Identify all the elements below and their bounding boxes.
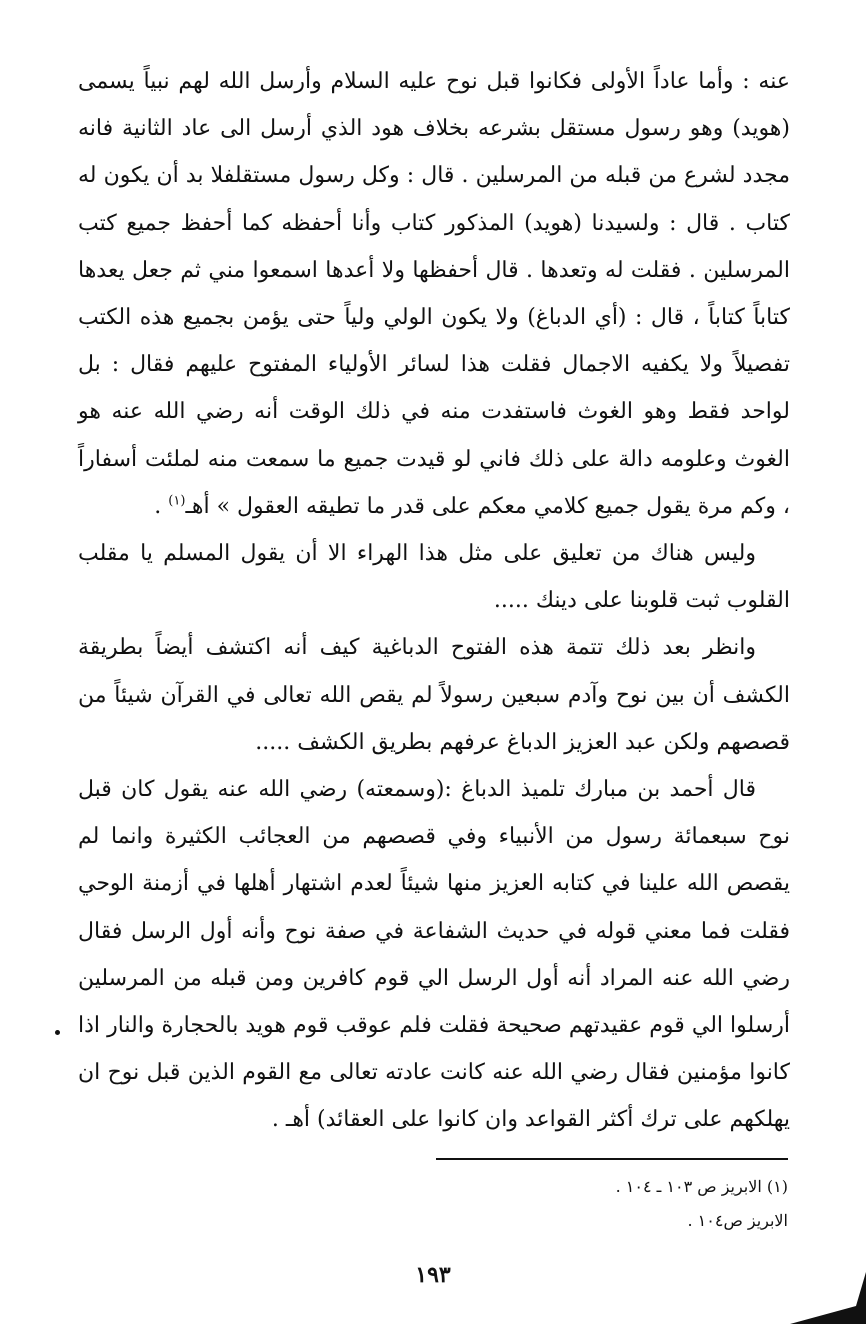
paragraph-1-text: عنه : وأما عاداً الأولى فكانوا قبل نوح عليه السلام وأرسل الله لهم نبياً يسمى (هويد) وهو رسول مستقل بشرعه بخلاف هود الذي أرسل الى عاد الثانية فانه مجدد لشرع من قبله من المرسلين . قال : وكل رسول مستقلفلا بد أن يكون له كتاب . قال : ولسيدنا (هويد) المذكور كتاب وأنا أحفظه كما أحفظ جميع كتب المرسلين . فقلت له وتعدها . قال أحفظها ولا أعدها اسمعوا مني ثم جعل يعدها كتاباً كتاباً ، قال : (أي الدباغ) ولا يكون الولي ولياً حتى يؤمن بجميع هذه الكتب تفصيلاً ولا يكفيه الاجمال فقلت هذا لسائر الأولياء المفتوح عليهم فقال : بل لواحد فقط وهو الغوث فاستفدت منه في ذلك الوقت أنه رضي الله عنه هو الغوث وعلومه دالة على ذلك فاني لو قيدت جميع ما سمعت منه لملئت أسفاراً ، وكم مرة يقول جميع كلامي معكم على قدر ما تطيقه العقول » أهـ [78, 69, 790, 519]
footnote-divider [436, 1158, 788, 1160]
page-number: ١٩٣ [415, 1262, 451, 1288]
paragraph-1 [78, 58, 790, 530]
scan-corner-mark [790, 1272, 866, 1324]
footnotes [436, 1170, 788, 1238]
footnote-1: (١) الابريز ص ١٠٣ ـ ١٠٤ . [615, 1177, 788, 1196]
footnote-marker: (١) [168, 493, 186, 509]
footnote-2: الابريز ص١٠٤ . [687, 1211, 788, 1230]
main-text [78, 58, 790, 1144]
paragraph-4: قال أحمد بن مبارك تلميذ الدباغ :(وسمعته) رضي الله عنه يقول كان قبل نوح سبعمائة رسول من الأنبياء وفي قصصهم من العجائب الكثيرة وانما لم يقصص الله علينا في كتابه العزيز منها شيئاً لعدم اشتهار أهلها في أزمنة الوحي فقلت فما معني قوله في حديث الشفاعة في صفة نوح وأنه أول الرسل فقال رضي الله عنه المراد أنه أول الرسل الي قوم كافرين ومن قبله من المرسلين أرسلوا الي قوم عقيدتهم صحيحة فقلت فلم عوقب قوم هويد بالحجارة والنار اذا كانوا مؤمنين فقال رضي الله عنه كانت عادته تعالى مع القوم الذين قبل نوح ان يهلكهم على ترك أكثر القواعد وان كانوا على العقائد) أهـ . [78, 777, 790, 1133]
paragraph-1-tail: . [154, 493, 169, 519]
paragraph-3: وانظر بعد ذلك تتمة هذه الفتوح الدباغية كيف أنه اكتشف أيضاً بطريقة الكشف أن بين نوح وآدم سبعين رسولاً لم يقص الله تعالى في القرآن شيئاً من قصصهم ولكن عبد العزيز الدباغ عرفهم بطريق الكشف ..... [78, 635, 790, 755]
margin-dot [55, 1030, 60, 1035]
paragraph-2: وليس هناك من تعليق على مثل هذا الهراء الا أن يقول المسلم يا مقلب القلوب ثبت قلوبنا على دينك ..... [78, 541, 790, 614]
